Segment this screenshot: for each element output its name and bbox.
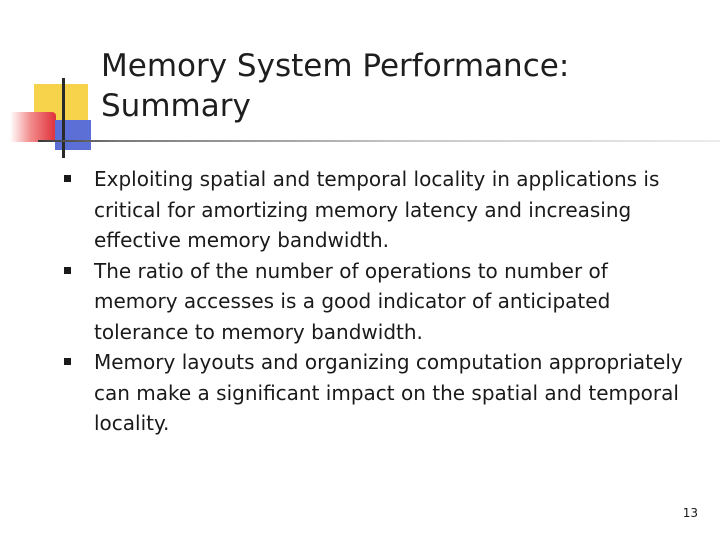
square-bullet-icon xyxy=(64,358,71,365)
bullet-item xyxy=(64,256,694,348)
logo-vertical-line xyxy=(62,78,65,158)
bullet-item xyxy=(64,164,694,256)
logo-blue-square xyxy=(55,120,91,150)
slide-title: Memory System Performance: Summary xyxy=(101,48,570,124)
page-number: 13 xyxy=(682,506,698,520)
bullet-list xyxy=(64,164,694,439)
bullet-text: Memory layouts and organizing computation appropriately can make a significant impact on the spatial and temporal locality. xyxy=(94,350,683,435)
square-bullet-icon xyxy=(64,175,71,182)
bullet-text: The ratio of the number of operations to number of memory accesses is a good indicator of anticipated tolerance to memory bandwidth. xyxy=(94,258,611,344)
bullet-text: Exploiting spatial and temporal locality in applications is critical for amortizing memory latency and increasing effective memory bandwidth. xyxy=(94,167,660,252)
bullet-item xyxy=(64,347,694,439)
logo-red-bar xyxy=(10,112,56,142)
title-divider-line xyxy=(38,140,720,142)
square-bullet-icon xyxy=(64,267,71,274)
